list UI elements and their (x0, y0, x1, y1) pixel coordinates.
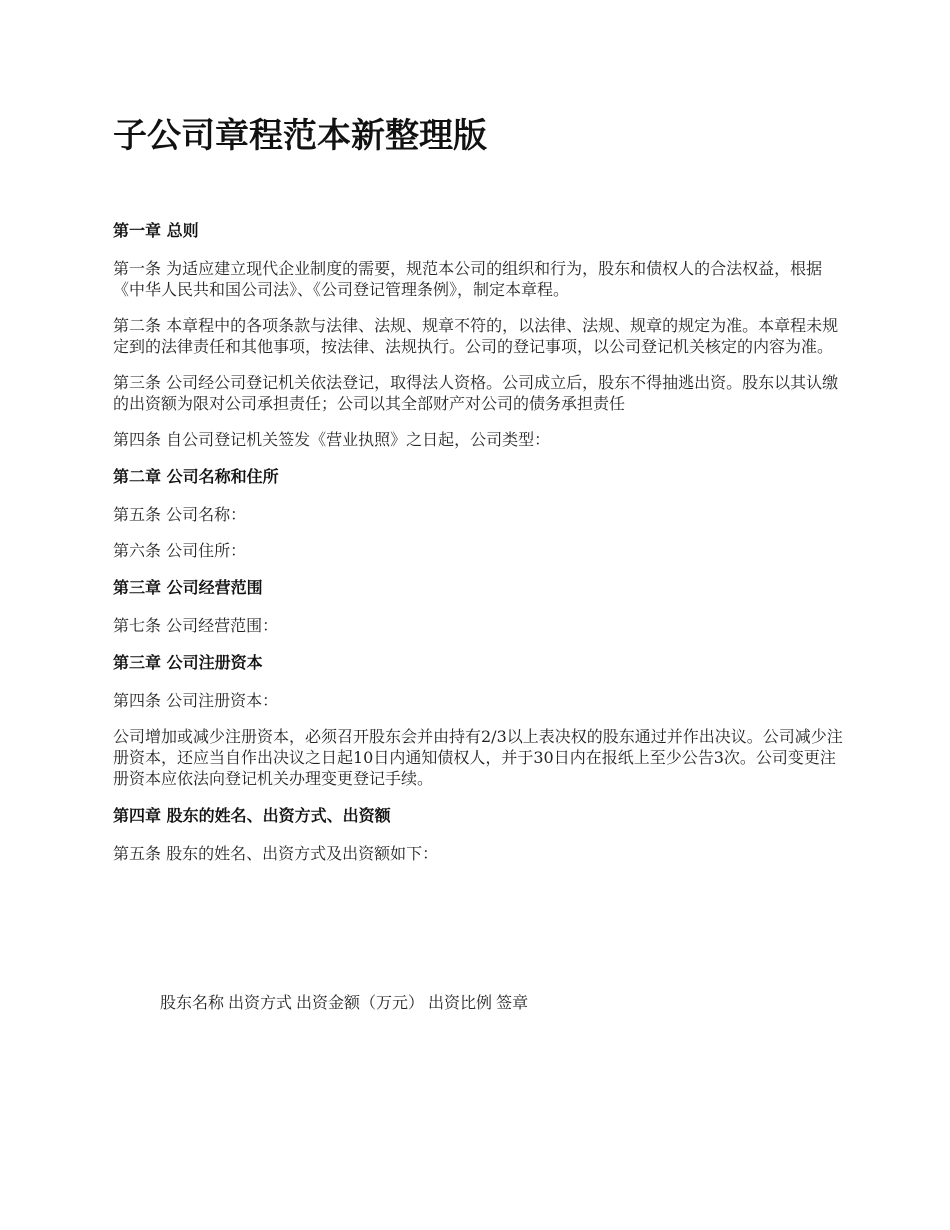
document-title: 子公司章程范本新整理版 (113, 116, 487, 156)
document-body (113, 219, 843, 879)
article-paragraph: 第四条 自公司登记机关签发《营业执照》之日起，公司类型： (113, 430, 551, 449)
article-paragraph: 第七条 公司经营范围： (113, 616, 279, 635)
table-header-cell: 股东名称 (160, 993, 225, 1012)
table-header-cell: 签章 (496, 993, 529, 1012)
chapter-heading: 第二章 公司名称和住所 (113, 467, 279, 486)
article-paragraph: 第二条 本章程中的各项条款与法律、法规、规章不符的，以法律、法规、规章的规定为准。本章程未规定到的法律责任和其他事项，按法律、法规执行。公司的登记事项，以公司登记机关核定的内容为准。 (113, 316, 839, 356)
article-paragraph: 公司增加或减少注册资本，必须召开股东会并由持有2/3以上表决权的股东通过并作出决议。公司减少注册资本，还应当自作出决议之日起10日内通知债权人，并于30日内在报纸上至少公告3次。公司变更注册资本应依法向登记机关办理变更登记手续。 (113, 727, 843, 788)
chapter-heading: 第四章 股东的姓名、出资方式、出资额 (113, 806, 391, 825)
shareholder-table-header (160, 991, 532, 1015)
table-header-cell: 出资金额（万元） (296, 993, 425, 1012)
chapter-heading: 第一章 总则 (113, 221, 199, 240)
article-paragraph: 第五条 股东的姓名、出资方式及出资额如下： (113, 844, 439, 863)
table-header-cell: 出资方式 (228, 993, 293, 1012)
article-paragraph: 第五条 公司名称： (113, 505, 247, 524)
article-paragraph: 第四条 公司注册资本： (113, 691, 279, 710)
article-paragraph: 第三条 公司经公司登记机关依法登记，取得法人资格。公司成立后，股东不得抽逃出资。股东以其认缴的出资额为限对公司承担责任；公司以其全部财产对公司的债务承担责任 (113, 373, 839, 413)
article-paragraph: 第一条 为适应建立现代企业制度的需要，规范本公司的组织和行为，股东和债权人的合法权益，根据《中华人民共和国公司法》、《公司登记管理条例》，制定本章程。 (113, 259, 823, 299)
table-header-cell: 出资比例 (428, 993, 493, 1012)
article-paragraph: 第六条 公司住所： (113, 541, 247, 560)
chapter-heading: 第三章 公司注册资本 (113, 653, 263, 672)
chapter-heading: 第三章 公司经营范围 (113, 578, 263, 597)
